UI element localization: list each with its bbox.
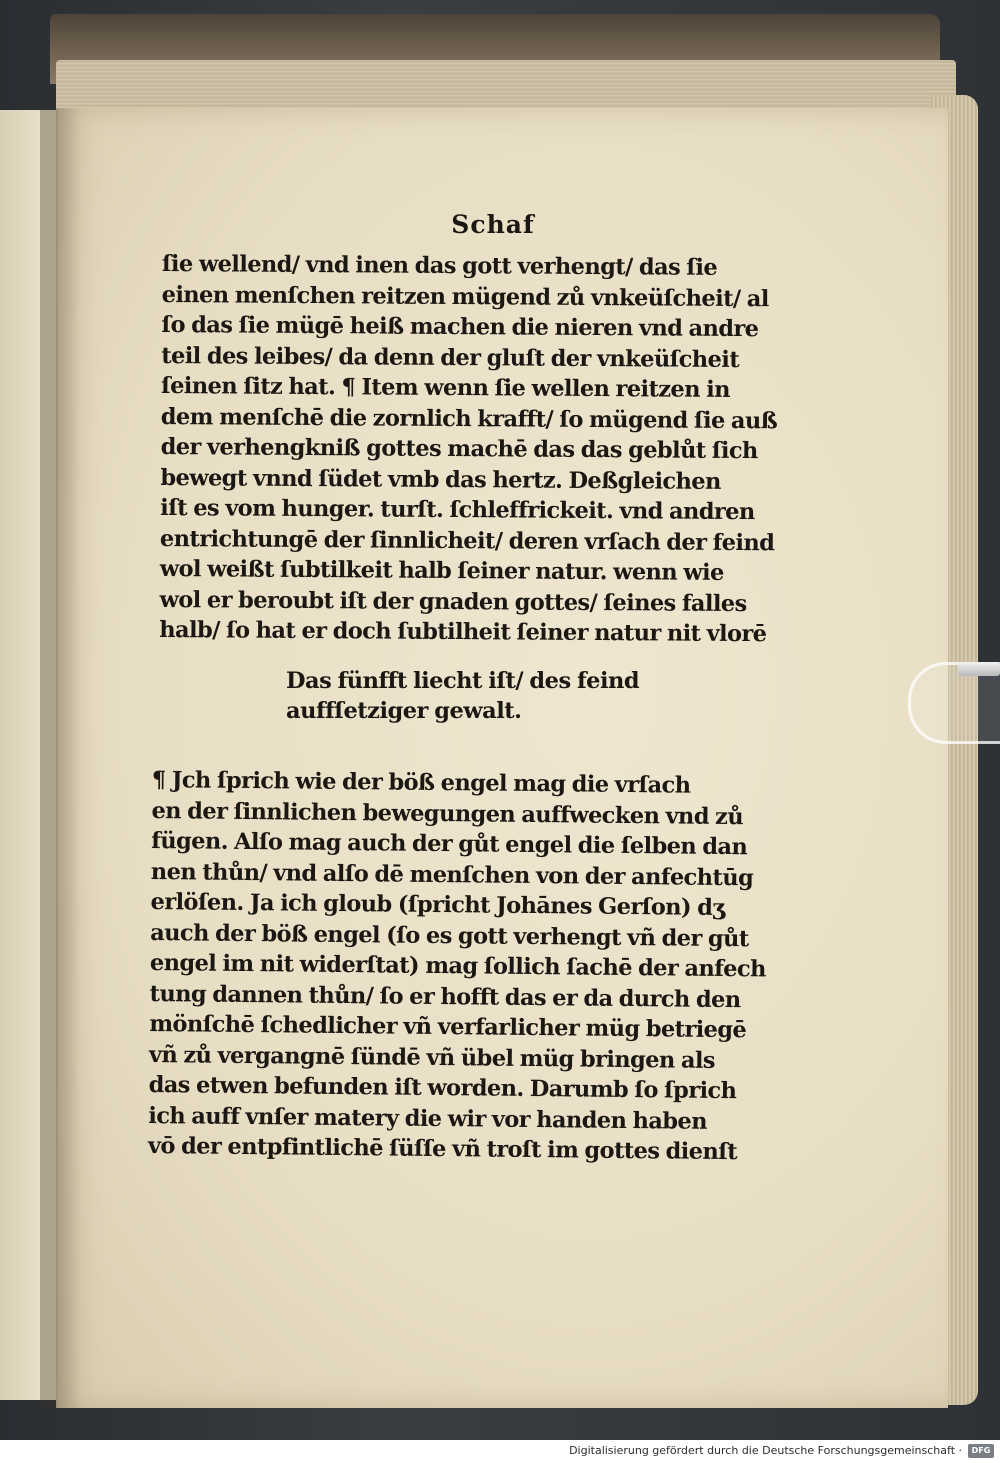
- text-line: mönſchē ſchedlicher vñ verfarlicher müg betriegē: [149, 1010, 747, 1043]
- text-line: ſie wellend/ vnd inen das gott verhengt/ das ſie: [161, 250, 718, 281]
- text-line: fügen. Alſo mag auch der gůt engel die ſelben dan: [151, 827, 748, 860]
- paragraph-2: [147, 765, 766, 1168]
- page-text: [147, 210, 778, 1165]
- heading-line: auffſetziger gewalt.: [286, 698, 522, 724]
- heading-line: Das fünfft liecht iſt/ des feind: [286, 667, 640, 694]
- running-head: Schaf: [451, 210, 535, 239]
- text-line: das etwen befunden iſt worden. Darumb ſo ſprich: [148, 1071, 737, 1104]
- text-line: entrichtungē der ſinnlicheit/ deren vrſach der feind: [159, 525, 775, 556]
- dfg-logo-icon: DFG: [968, 1444, 994, 1458]
- text-line: ¶ Jch ſprich wie der böß engel mag die vrſach: [151, 766, 691, 799]
- text-line: ich auff vnſer matery die wir vor handen haben: [148, 1101, 708, 1134]
- text-line: erlöſen. Ja ich gloub (ſpricht Johānes Gerſon) dʒ: [150, 888, 725, 921]
- text-line: vñ zů vergangnē ſündē vñ übel müg bringen als: [148, 1040, 716, 1073]
- section-heading: [286, 666, 758, 727]
- text-line: der verhengkniß gottes machē das das geblůt ſich: [160, 433, 758, 465]
- text-line: dem menſchē die zornlich krafft/ ſo mügend ſie auß: [160, 403, 778, 434]
- text-line: wol er beroubt iſt der gnaden gottes/ ſeines falles: [159, 586, 747, 617]
- text-line: auch der böß engel (ſo es gott verhengt vñ der gůt: [150, 918, 749, 952]
- text-line: vō der entpfintlichē ſüſſe vñ troſt im gottes dienſt: [147, 1132, 738, 1165]
- paragraph-1: [159, 249, 778, 650]
- text-line: ſeinen ſitz hat. ¶ Item wenn ſie wellen reitzen in: [160, 372, 730, 403]
- text-line: halb/ ſo hat er doch ſubtilheit ſeiner natur nit vlorē: [159, 616, 767, 648]
- text-line: teil des leibes/ da denn der gluſt der vnkeüſcheit: [161, 342, 740, 373]
- text-line: nen thůn/ vnd alſo dē menſchen von der anfechtūg: [150, 857, 754, 891]
- text-line: ſo das ſie mügē heiß machen die nieren vnd andre: [161, 311, 759, 343]
- funding-credit: Digitalisierung gefördert durch die Deutsche Forschungsgemeinschaft ·: [569, 1444, 962, 1457]
- text-line: en der ſinnlichen bewegungen auffwecken vnd zů: [151, 796, 744, 830]
- page-clip-bar: [958, 662, 1000, 676]
- text-line: tung dannen thůn/ ſo er hofft das er da durch den: [149, 979, 741, 1013]
- text-line: bewegt vnnd ſüdet vmb das hertz. Deßgleichen: [160, 464, 721, 495]
- text-line: wol weißt ſubtilkeit halb ſeiner natur. wenn wie: [159, 555, 724, 586]
- text-line: iſt es vom hunger. turſt. ſchleffrickeit. vnd andren: [160, 494, 755, 526]
- footer-bar: [0, 1440, 1000, 1463]
- gutter-shadow: [40, 108, 80, 1408]
- text-line: einen menſchen reitzen mügend zů vnkeüſcheit/ al: [161, 281, 769, 312]
- text-line: engel im nit widerſtat) mag ſollich ſachē der anfech: [149, 949, 766, 982]
